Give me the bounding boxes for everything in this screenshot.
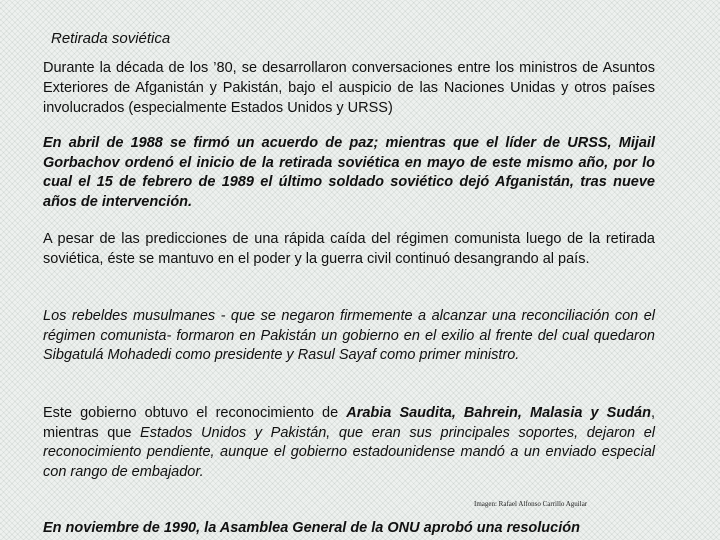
slide-title: Retirada soviética [51,30,171,47]
image-credit: Imagen: Rafael Alfonso Carrillo Aguilar [474,500,588,508]
recognition-middle: , mientras que [43,405,655,441]
paragraph-conversations: Durante la década de los ’80, se desarrollaron conversaciones entre los ministros de Asuntos Exteriores de Afganistán y Pakistán, bajo el auspicio de las Naciones Unidas y otros países involucrados (especialmente Estados Unidos y URSS) [43,60,655,116]
paragraph-regime-survival: A pesar de las predicciones de una rápida caída del régimen comunista luego de la retirada soviética, éste se mantuvo en el poder y la guerra civil continuó desangrando al país. [43,231,655,267]
paragraph-recognition [43,404,655,482]
paragraph-peace-agreement: En abril de 1988 se firmó un acuerdo de paz; mientras que el líder de URSS, Mijail Gorbachov ordenó el inicio de la retirada soviética en mayo de este mismo año, por lo cual el 15 de febrero de 1989 el último soldado soviético dejó Afganistán, tras nueve años de intervención. [43,135,655,210]
recognizing-countries: Arabia Saudita, Bahrein, Malasia y Sudán [346,405,651,421]
recognition-intro: Este gobierno obtuvo el reconocimiento de [43,405,347,421]
paragraph-un-resolution: En noviembre de 1990, la Asamblea General de la ONU aprobó una resolución [43,520,580,536]
paragraph-exile-government: Los rebeldes musulmanes - que se negaron firmemente a alcanzar una reconciliación con el régimen comunista- formaron en Pakistán un gobierno en el exilio al frente del cual quedaron Sibgatulá Mohadedi como presidente y Rasul Sayaf como primer ministro. [43,308,655,363]
recognition-tail: Estados Unidos y Pakistán, que eran sus principales soportes, dejaron el reconocimiento pendiente, aunque el gobierno estadounidense mandó a un enviado especial con rango de embajador. [43,424,655,480]
